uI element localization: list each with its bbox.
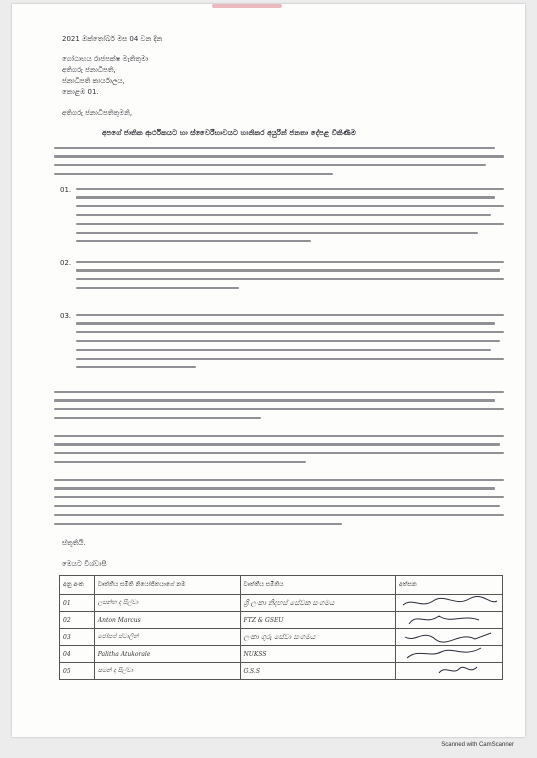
- table-header-row: [60, 576, 503, 595]
- recipient-line-4: කොළඹ 01.: [62, 88, 99, 96]
- salutation: අතිගරු ජනාධිපතිතුමනි,: [62, 109, 133, 117]
- closing: ස්තූතියි.: [62, 539, 86, 547]
- union-name: ලංකා ගුරු සේවා සංගමය: [240, 629, 395, 646]
- signature-scribble: [399, 646, 499, 660]
- signoff: මෙයට විශ්වාසී: [62, 560, 107, 568]
- signature-scribble: [399, 612, 499, 626]
- representative-name: ජෝසප් ස්ටාලින්: [94, 629, 240, 646]
- body-paragraph-2: [54, 428, 504, 463]
- body-paragraph-1: [54, 384, 504, 419]
- recipient-line-2: අතිගරු ජනාධිපති,: [62, 66, 116, 74]
- representative-name: Palitha Atukorale: [94, 646, 240, 663]
- signature-cell: [396, 629, 503, 646]
- representative-name: Anton Marcus: [94, 612, 240, 629]
- point-number: 03.: [60, 312, 72, 320]
- table-row: [60, 595, 503, 612]
- document-page: [12, 4, 525, 737]
- point-number: 02.: [60, 259, 72, 267]
- table-row: [60, 663, 503, 680]
- point-01-paragraph: [76, 181, 504, 242]
- row-number: 04: [60, 646, 95, 663]
- row-number: 03: [60, 629, 95, 646]
- signature-cell: [396, 595, 503, 612]
- row-number: 02: [60, 612, 95, 629]
- signature-scribble: [399, 595, 499, 609]
- header-signature: අත්සන: [396, 576, 503, 595]
- intro-paragraph: [54, 140, 504, 175]
- header-representative: වෘත්තීය සමිති නියෝජිතයාගේ නම: [94, 576, 240, 595]
- union-name: G.S.S: [240, 663, 395, 680]
- signature-cell: [396, 646, 503, 663]
- point-02-paragraph: [76, 254, 504, 289]
- union-name: NUKSS: [240, 646, 395, 663]
- point-03-paragraph: [76, 307, 504, 368]
- recipient-line-1: ගෝඨාභය රාජපක්ෂ මැතිතුමා: [62, 55, 149, 63]
- body-paragraph-3: [54, 472, 504, 525]
- union-name: ශ්‍රී ලංකා නිදහස් සේවක සංගමය: [240, 595, 395, 612]
- representative-name: සමන් ද සිල්වා: [94, 663, 240, 680]
- row-number: 01: [60, 595, 95, 612]
- recipient-line-3: ජනාධිපති කාර්යාලය,: [62, 77, 125, 85]
- scan-edge-mark: [212, 4, 282, 8]
- table-row: [60, 646, 503, 663]
- header-union: වෘත්තීය සමිතිය: [240, 576, 395, 595]
- signature-scribble: [399, 629, 499, 643]
- signature-scribble: [399, 663, 499, 677]
- representative-name: ලසන්ත ද සිල්වා: [94, 595, 240, 612]
- header-number: අනු අංක: [60, 576, 95, 595]
- point-number: 01.: [60, 186, 72, 194]
- row-number: 05: [60, 663, 95, 680]
- table-row: [60, 612, 503, 629]
- signature-table: [59, 575, 503, 680]
- table-row: [60, 629, 503, 646]
- signature-cell: [396, 612, 503, 629]
- union-name: FTZ & GSEU: [240, 612, 395, 629]
- scanner-watermark: Scanned with CamScanner: [441, 742, 514, 748]
- letter-subject: අපගේ ජාතික ආර්ථිකයට හා ස්වෛරීභාවයට හානිකර අයුරින් ජනතා දේපළ විකිණීම: [102, 128, 356, 137]
- signature-cell: [396, 663, 503, 680]
- letter-date: 2021 ඔක්තෝබර් මස 04 වන දින: [62, 35, 163, 43]
